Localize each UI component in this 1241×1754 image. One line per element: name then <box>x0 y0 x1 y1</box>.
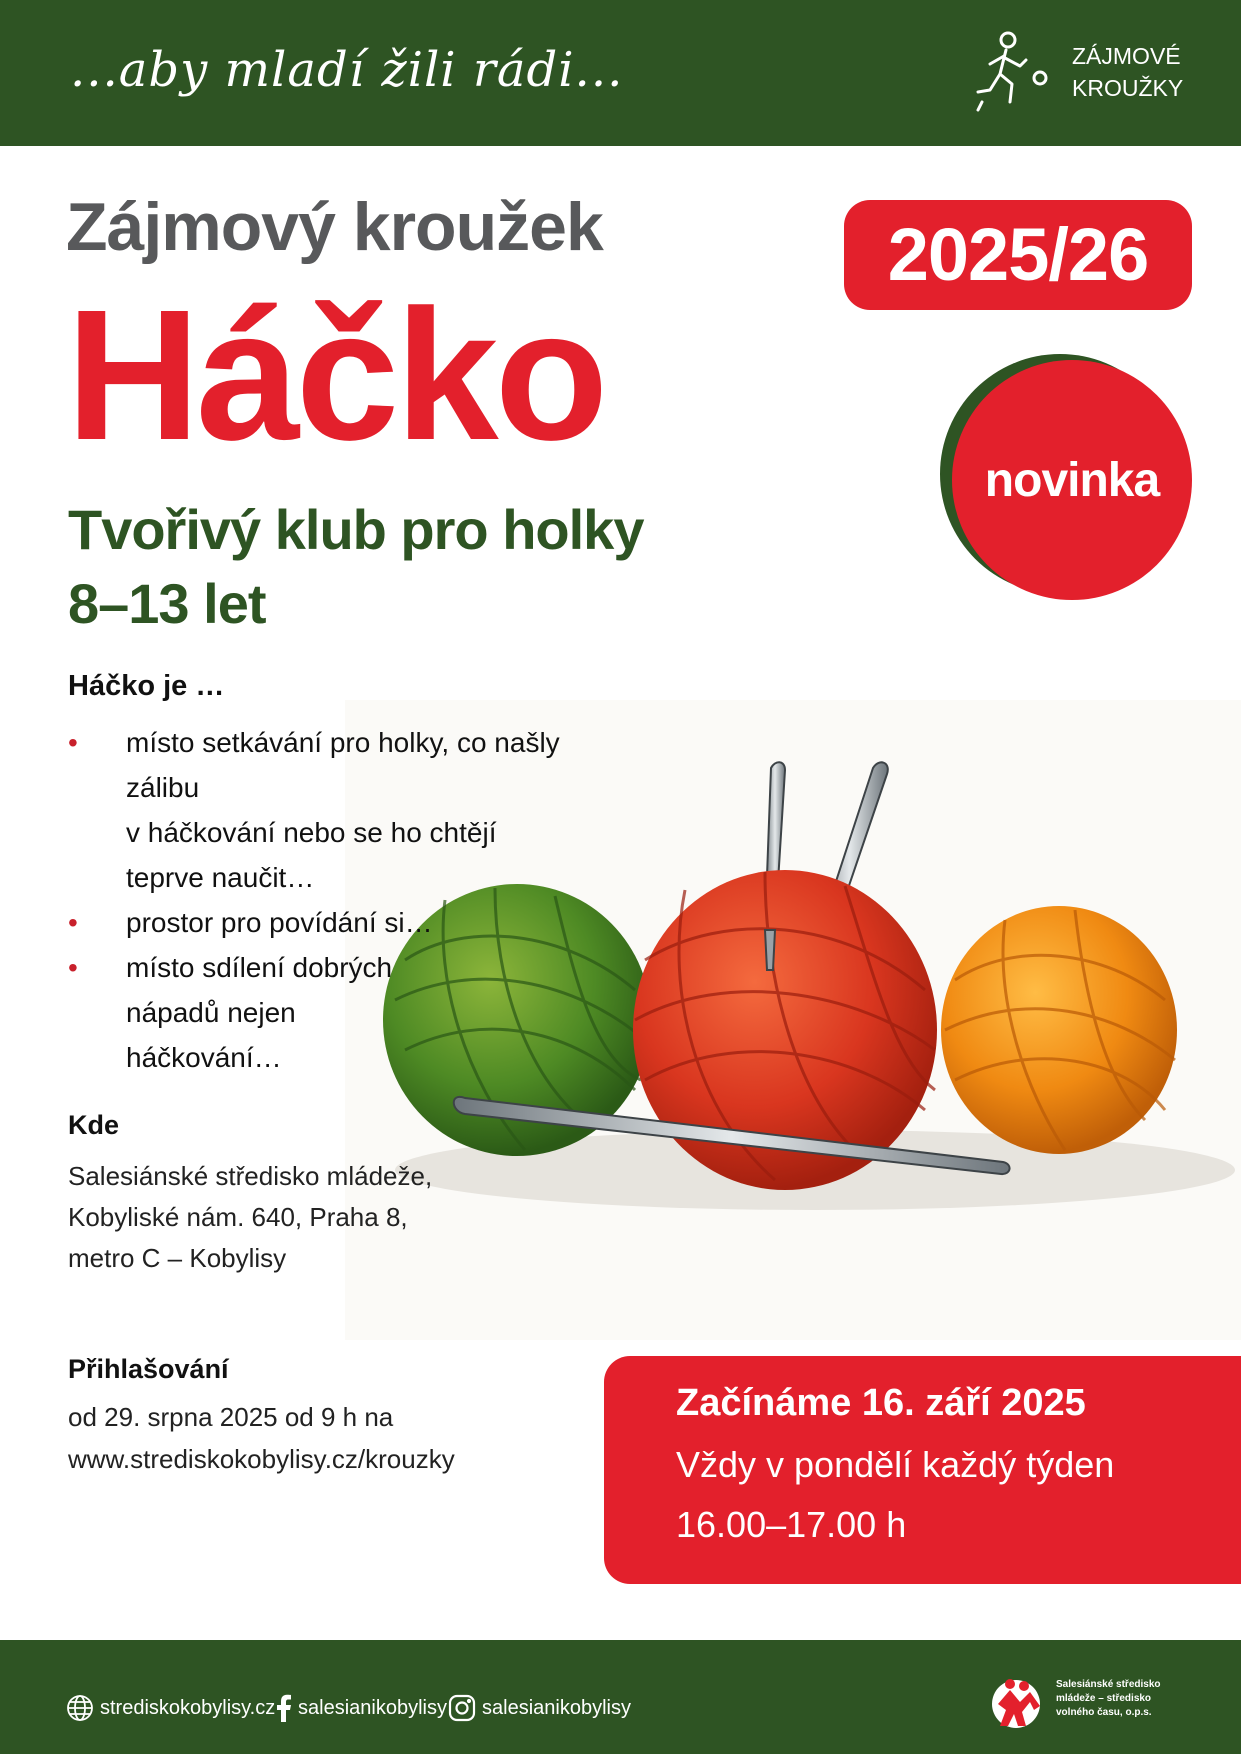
new-badge: novinka <box>952 360 1192 600</box>
feature-list <box>68 720 628 1080</box>
list-item: • místo setkávání pro holky, co našly zálibu v háčkování nebo se ho chtějí teprve naučit… <box>68 720 628 900</box>
running-person-icon <box>976 30 1056 114</box>
slogan: ...aby mladí žili rádi... <box>70 42 624 98</box>
location-heading: Kde <box>68 1110 120 1140</box>
registration-heading: Přihlašování <box>68 1354 229 1384</box>
instagram-link[interactable]: salesianikobylisy <box>448 1694 631 1722</box>
intro-heading: Háčko je … <box>68 670 225 702</box>
schedule-time: 16.00–17.00 h <box>676 1504 907 1545</box>
web-link[interactable]: strediskokobylisy.cz <box>66 1694 275 1722</box>
header-bar <box>0 0 1241 146</box>
section-label: ZÁJMOVÉ KROUŽKY <box>1072 43 1184 101</box>
orange-yarn-ball <box>941 906 1177 1154</box>
list-item: • prostor pro povídání si… <box>68 900 628 945</box>
bullet-icon: • <box>68 907 78 938</box>
organization-name: Salesiánské středisko mládeže – středisko volného času, o.p.s. <box>1056 1679 1161 1718</box>
age-range: 8–13 let <box>68 572 266 635</box>
registration-link[interactable]: www.strediskokobylisy.cz/krouzky <box>68 1444 455 1474</box>
salesian-logo-icon <box>990 1674 1048 1730</box>
subtitle: Tvořivý klub pro holky <box>68 498 644 561</box>
footer-bar <box>0 1640 1241 1754</box>
location-address: Salesiánské středisko mládeže, Kobyliské nám. 640, Praha 8, metro C – Kobylisy <box>68 1161 433 1273</box>
instagram-icon <box>448 1694 476 1722</box>
schedule-box <box>604 1356 1241 1584</box>
bullet-icon: • <box>68 727 78 758</box>
list-item: • místo sdílení dobrých nápadů nejen háčkování… <box>68 945 628 1080</box>
main-title: Háčko <box>66 272 605 479</box>
year-badge: 2025/26 <box>844 200 1192 310</box>
facebook-link[interactable]: salesianikobylisy <box>276 1694 447 1722</box>
registration-info: od 29. srpna 2025 od 9 h na www.strediskokobylisy.cz/krouzky <box>68 1396 455 1480</box>
schedule-frequency: Vždy v pondělí každý týden <box>676 1444 1115 1485</box>
start-date: Začínáme 16. září 2025 <box>676 1382 1086 1424</box>
bullet-icon: • <box>68 952 78 983</box>
pre-title: Zájmový kroužek <box>66 189 603 265</box>
facebook-icon <box>276 1694 292 1722</box>
globe-icon <box>66 1694 94 1722</box>
